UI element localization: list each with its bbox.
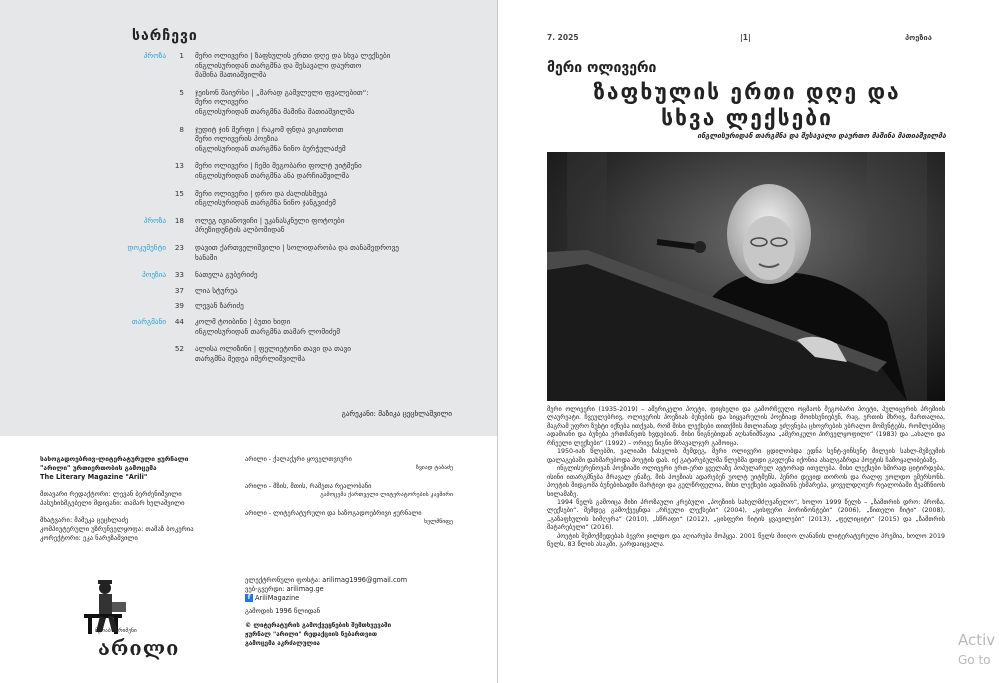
toc-entry-line: ოლეგ ივიანოვიჩი | უკანასკნელი ფოტოები bbox=[195, 215, 345, 225]
toc-entry-line: ინგლისურიდან თარგმნა თამარ ლომიძემ bbox=[195, 326, 341, 336]
toc-section-label: პროზა bbox=[143, 51, 166, 60]
rights-line: ჟურნალ "არილი" რედაქციის ნებართვით bbox=[245, 631, 377, 638]
logo-wordmark: არილი bbox=[98, 636, 180, 660]
article-body bbox=[547, 406, 945, 550]
toc-entry-text bbox=[195, 189, 455, 208]
toc-entry-line: მერი ოლივერის პოეზია bbox=[195, 134, 278, 144]
issue-number: 7. 2025 bbox=[547, 33, 579, 42]
toc-page-number: 8 bbox=[179, 124, 184, 134]
toc-page-number: 37 bbox=[174, 285, 184, 295]
toc-entry-text bbox=[195, 301, 455, 311]
title-line-2: სხვა ლექსები bbox=[661, 106, 833, 130]
toc-entry-text bbox=[195, 161, 455, 180]
watermark-line-2: Go to bbox=[958, 653, 991, 667]
toc-page-number: 18 bbox=[174, 215, 184, 225]
toc-page-number: 33 bbox=[174, 270, 184, 280]
body-paragraph: 1950-იან წლებში, ვალიაში ჩასვლის შემდეგ, მერი ოლივერი ცდილობდა ედნა სენტ-ვინსენტ მილეის სახლ-მუზეუმის დალაგებაში დახმარებოდა პოეტის დას. იქ გატარებულმა წლებმა დიდი გავლენა იქონია ახალგაზრდა პოეტის ჩამოყალიბებაზე. bbox=[547, 448, 945, 464]
left-page bbox=[0, 0, 497, 683]
toc-section-label: დოკუმენტი bbox=[127, 243, 166, 252]
article-title bbox=[547, 79, 947, 131]
staff-entry bbox=[245, 482, 455, 499]
toc-entry-line: ჯუდიტ ჯინ მერფი | რაკომ ფნდა ვიკითხოთ bbox=[195, 124, 344, 134]
body-paragraph: პოეტის შემოქმედებას ბევრი ჯილდო და აღიარება მოჰყვა. 2001 წელს მიიღო ლანანის ლიტერატურული პრემია, ხოლო 2019 წელს, 83 წლის ასაკში, გარდაიცვალა. bbox=[547, 532, 945, 549]
facebook-link[interactable]: f AriliMagazine bbox=[245, 594, 455, 603]
imprint-line bbox=[40, 508, 220, 516]
staff-entry bbox=[245, 455, 455, 472]
toc-page-number: 15 bbox=[174, 188, 184, 198]
imprint-line: კომპიუტერული უზრუნველყოფა: თამაზ ბოკერია bbox=[40, 525, 194, 533]
toc-page-number: 39 bbox=[174, 301, 184, 311]
title-line-1: ზაფხულის ერთი დღე და bbox=[593, 80, 901, 104]
article-author: მერი ოლივერი bbox=[547, 60, 657, 76]
email-text[interactable]: ელექტრონული ფოსტა: arilimag1996@gmail.com bbox=[245, 576, 408, 584]
staff-name: ზვიად ტაბაძე bbox=[415, 464, 453, 471]
toc-entry-line: ჯეისონ შაიერსი | „მარად გამვლელი ფვალებით“: bbox=[195, 87, 369, 97]
toc-page-number: 1 bbox=[179, 51, 184, 60]
toc-entry-line: ინგლისურიდან თარგმნა ანა დარჩიაშვილმა bbox=[195, 170, 350, 180]
toc-entry-line: ხანაში bbox=[195, 252, 218, 262]
toc-entry-text bbox=[195, 51, 455, 80]
facebook-icon: f bbox=[245, 594, 253, 602]
toc-page-number: 5 bbox=[179, 87, 184, 97]
imprint-line: "არილი" ურთიერთობის გამოცემა bbox=[40, 464, 157, 472]
toc-entry-text bbox=[195, 243, 455, 262]
toc-entry-line: ლია სტურუა bbox=[195, 285, 238, 295]
toc-entry-text bbox=[195, 317, 455, 336]
table-of-contents bbox=[0, 0, 497, 436]
arili-logo bbox=[78, 576, 180, 666]
toc-entry-line: ალისა ოლიზინი | ფელიეტონი თავი და თავი bbox=[195, 344, 351, 354]
toc-entry-line: ინგლისურიდან თარგმნა ნინო ბურჭულაძემ bbox=[195, 143, 346, 153]
toc-entry-text bbox=[195, 270, 455, 280]
toc-entry-line: მაშინა მათიაშვილმა bbox=[195, 70, 267, 80]
body-paragraph: 1994 წელს გამოიცა მისი პროზაული კრებული „პოეზიის სახელმძღვანელო“, ხოლო 1999 წელს – „ზამთრის დრო: პროზა, ლექსები“. შემდეგ გამოქვეყნდა „რჩეული ლექსები“ (2004), „ცისფერი ჰორიზონტები“ (2006), „წითელი ჩიტი“ (2008), „გაზაფხულის სიმღერა“ (2010), „სწრაფი“ (2012), „ცისფერი ჩიტის ყვავილები“ (2013), „ფელიციტი“ (2015) და „ზამთრის მატარებელი“ (2016). bbox=[547, 498, 945, 532]
page-number: |1| bbox=[740, 33, 751, 42]
author-photo bbox=[547, 152, 945, 401]
staff-entry bbox=[245, 509, 455, 526]
toc-page-number: 13 bbox=[174, 161, 184, 171]
section-label: პოეზია bbox=[905, 33, 932, 42]
toc-section-label: პოეზია bbox=[142, 270, 166, 280]
rights-line: © ლიტერატურის გამოქვეყნების შემთხვევაში bbox=[245, 622, 392, 629]
logo-caption: მერაბ ნარიმენი bbox=[95, 628, 137, 634]
imprint-line: პასუხისმგებელი მდივანი: თამარ ხელაშვილი bbox=[40, 499, 185, 507]
watermark-line-1: Activ bbox=[958, 631, 996, 649]
toc-entry-text bbox=[195, 286, 455, 296]
toc-cover-credit: გარეკანი: მაზიკა ცეცხლაშვილი bbox=[341, 409, 452, 418]
toc-page-number: 23 bbox=[174, 243, 184, 252]
body-paragraph: ინგლისურენოვან პოეზიაში ოლივერი ერთ-ერთ ყველაზე პოპულარულ ავტორად ითვლება. მისი ლექსები ხშირად ციტირდება, ისინი ითარგმნება მრავალ ენაზე, მის პოეზიას ადარებენ უოლტ უიტმენს, ჰენრი დევიდ თოროს და რალფ უოლდო ემერსონს. პოეტის მიდგომა ბუნებისადმი მარტივი და გულწრფელია, მისი ლექსები ადამიანს ეხმარება, ყოველდღიურ რეალობაში შეამჩნიოს სილამაზე. bbox=[547, 465, 945, 498]
founded-text: გამოდის 1996 წლიდან bbox=[245, 607, 321, 615]
rights-notice bbox=[245, 621, 455, 648]
staff-role: არილი - ლიტერატურული და საზოგადოებრივი ჟურნალი bbox=[245, 509, 422, 517]
toc-entry-text bbox=[195, 344, 455, 363]
imprint-line bbox=[40, 482, 220, 490]
toc-entry-line: თარგმნა მედეა იმერლიშვილმა bbox=[195, 353, 306, 363]
toc-entry-line: ინგლისურიდან თარგმნა მაშინა მათიაშვილმა bbox=[195, 106, 355, 116]
toc-entry-line: კოლმ ტოიბინი | ბუთი ხიდი bbox=[195, 317, 291, 326]
activation-watermark[interactable] bbox=[958, 630, 995, 670]
toc-entry-line: ლევან ზარიძე bbox=[195, 301, 244, 311]
toc-entry-line: მერი ოლივერი bbox=[195, 97, 248, 107]
article-subtitle: ინგლისურიდან თარგმნა და შესავალი დაურთო მაშინა მათიაშვილმა bbox=[697, 132, 946, 140]
rights-line: გამოცემა აკრძალულია bbox=[245, 640, 320, 647]
toc-entry-text bbox=[195, 216, 455, 235]
toc-page-number: 52 bbox=[174, 344, 184, 354]
imprint-line: სახოგადოებრივ-ლიტერატურული ჟურნალი bbox=[40, 455, 189, 463]
toc-entry-text bbox=[195, 88, 455, 117]
toc-section-label: თარგმანი bbox=[131, 317, 166, 326]
toc-entry-line: დავით ქართველიშვილი | სოლიდარობა და თანამედროვე bbox=[195, 243, 399, 252]
toc-entry-line: მერი ოლივერი | ზაფხულის ერთი დღე და სხვა ლექსები bbox=[195, 51, 391, 60]
imprint-line: The Literary Magazine "Arili" bbox=[40, 473, 148, 481]
toc-entry-line: ნათელა გუბერიძე bbox=[195, 270, 258, 280]
toc-entry-text bbox=[195, 125, 455, 154]
staff-name: გამოცემა ქართველი ლიტერატორების კავშირი bbox=[320, 491, 453, 498]
toc-entry-line: პრეზიდენტის ალბომიდან bbox=[195, 225, 285, 235]
staff-name: ხელმწიფე bbox=[424, 518, 453, 525]
imprint-info bbox=[40, 455, 220, 543]
toc-entry-line: მერი ოლივერი | ჩემი მეგობარი ფოლტ უიტმენი bbox=[195, 161, 362, 171]
toc-title: სარჩევი bbox=[132, 28, 198, 44]
imprint-line: მთავარი რედაქტორი: ლევან ბერძენიშვილი bbox=[40, 490, 182, 498]
contact-block bbox=[245, 576, 455, 648]
toc-entry-line: ინგლისურიდან თარგმნა ნინო ჯანგვიძემ bbox=[195, 198, 336, 208]
imprint-line: მხატვარი: მამუკა ცეცხლაძე bbox=[40, 516, 129, 524]
toc-entry-line: ინგლისურიდან თარგმნა და შესავალი დაურთო bbox=[195, 60, 362, 70]
staff-role: არილი - მზის, მთის, რამეთა რეალობანი bbox=[245, 482, 372, 490]
toc-page-number: 44 bbox=[174, 317, 184, 326]
body-paragraph: მერი ოლივერი (1935-2019) – ამერიკელი პოეტი, ფიცხელი და გამორჩეული ოცმაოს მეგობარი პოეტი, პულიცერის პრემიის ლაურეატი. ჩვეულებრივ, ოლივერის პოეზიას ბუნების და სიყვარულის პოეზიად მოიხსენიებენ, რაც, ერთის მხრივ, მართალია, მაგრამ უფრო ზუსტი იქნება ითქვას, რომ მისი ლექსები თითქმის მთლიანად ეძღვნება ცხოვრების უბრალო მომენტებს, რომლებშიც ადამიანი და ბუნება ერთმანეთს ხვდებიან. მისი წიგნებიდან აღსანიშნავია „ამერიკული პირველყოფილი“ (1983) და „ახალი და რჩეული ლექსები“ (1992) – ორივე წიგნი მრავალჯერ გამოიცა. bbox=[547, 406, 945, 447]
toc-section-label: პროზა bbox=[143, 215, 166, 225]
website-text[interactable]: ვებ-გვერდი: arilimag.ge bbox=[245, 585, 324, 593]
staff-role: არილი - ქალაქური ყოველთვიური bbox=[245, 455, 352, 463]
imprint-line: კორექტორი: ეკა ნარეზაშვილი bbox=[40, 534, 138, 542]
toc-entry-line: მერი ოლივერი | დრო და ძალისხმევა bbox=[195, 188, 328, 198]
